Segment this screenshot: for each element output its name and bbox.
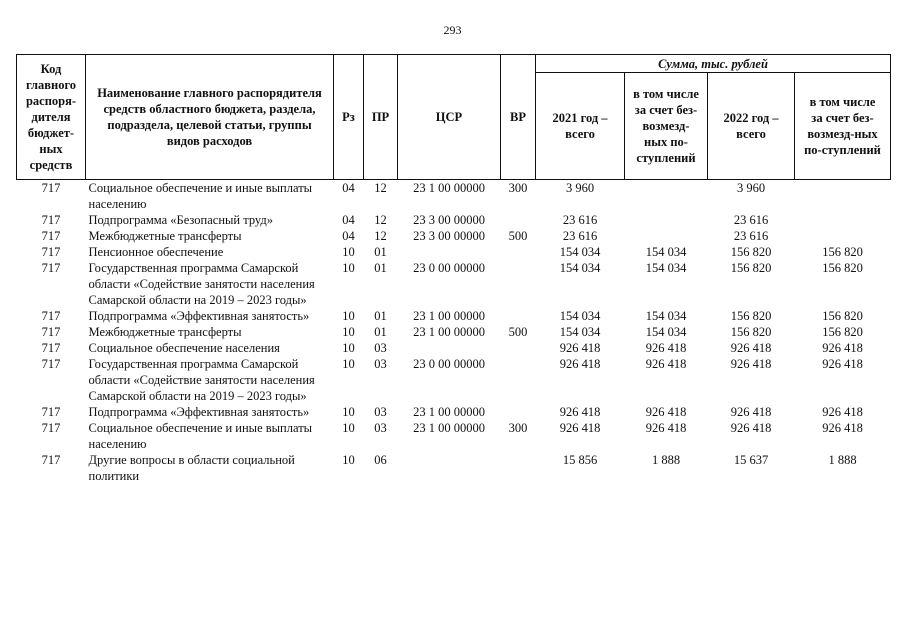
cell-csr: 23 1 00 00000 <box>413 309 485 323</box>
cell-2021-free: 926 418 <box>645 421 687 435</box>
cell-csr: 23 3 00 00000 <box>413 229 485 243</box>
cell-2021-free: 154 034 <box>645 325 687 339</box>
cell-rz: 10 <box>342 325 355 339</box>
cell-rz: 10 <box>342 245 355 259</box>
cell-vr <box>501 260 536 308</box>
cell-vr <box>501 404 536 420</box>
cell-2021-total: 926 418 <box>559 341 601 355</box>
table-row <box>17 228 891 244</box>
cell-2021-free <box>625 228 708 244</box>
cell-2022-free <box>795 180 891 213</box>
cell-code: 717 <box>41 309 61 323</box>
cell-2022-total: 926 418 <box>730 405 772 419</box>
cell-rz: 04 <box>342 229 355 243</box>
cell-csr: 23 0 00 00000 <box>413 261 485 275</box>
cell-code: 717 <box>41 181 61 195</box>
cell-2022-total: 926 418 <box>730 341 772 355</box>
cell-2021-free <box>625 180 708 213</box>
cell-rz: 10 <box>342 357 355 371</box>
cell-rz: 10 <box>342 309 355 323</box>
cell-csr: 23 0 00 00000 <box>413 357 485 371</box>
header-code: Код главного распоря-дителя бюджет-ных средств <box>17 55 86 180</box>
cell-code: 717 <box>41 325 61 339</box>
cell-code: 717 <box>41 261 61 275</box>
cell-pr: 03 <box>374 341 387 355</box>
cell-2022-free: 156 820 <box>822 309 863 323</box>
cell-code: 717 <box>41 453 61 467</box>
cell-rz: 04 <box>342 181 355 195</box>
table-row <box>17 340 891 356</box>
table-row <box>17 324 891 340</box>
table-row <box>17 180 891 213</box>
cell-pr: 12 <box>374 213 387 227</box>
cell-name: Другие вопросы в области социальной политики <box>88 453 295 483</box>
cell-2022-total: 15 637 <box>733 453 769 467</box>
cell-vr <box>501 356 536 404</box>
cell-vr: 500 <box>508 229 528 243</box>
table-row <box>17 356 891 404</box>
cell-2022-total: 156 820 <box>730 261 772 275</box>
cell-rz: 04 <box>342 213 355 227</box>
cell-2022-total: 156 820 <box>730 325 772 339</box>
header-rz: Рз <box>334 55 364 180</box>
table-row <box>17 404 891 420</box>
cell-2021-free <box>625 212 708 228</box>
cell-2021-total: 154 034 <box>559 325 601 339</box>
cell-2021-free: 154 034 <box>645 245 687 259</box>
cell-name: Подпрограмма «Эффективная занятость» <box>88 309 310 323</box>
cell-2021-total: 154 034 <box>559 261 601 275</box>
header-2021-total: 2021 год – всего <box>536 73 625 180</box>
cell-2022-total: 156 820 <box>730 245 772 259</box>
cell-2021-total: 15 856 <box>562 453 598 467</box>
cell-2021-total: 926 418 <box>559 421 601 435</box>
header-2022-free: в том числе за счет без-возмезд-ных по-ступлений <box>795 73 891 180</box>
cell-vr: 300 <box>508 181 528 195</box>
cell-pr: 01 <box>374 261 387 275</box>
cell-pr: 03 <box>374 357 387 371</box>
table-row <box>17 260 891 308</box>
cell-2021-total: 926 418 <box>559 357 601 371</box>
cell-name: Подпрограмма «Эффективная занятость» <box>88 405 310 419</box>
cell-2021-free: 154 034 <box>645 261 687 275</box>
table-row <box>17 420 891 452</box>
header-csr: ЦСР <box>398 55 501 180</box>
cell-rz: 10 <box>342 405 355 419</box>
table-row <box>17 212 891 228</box>
cell-csr: 23 1 00 00000 <box>413 421 485 435</box>
table-row <box>17 452 891 484</box>
cell-vr <box>501 340 536 356</box>
cell-2022-free <box>795 212 891 228</box>
cell-2021-free: 154 034 <box>645 309 687 323</box>
cell-2022-free: 926 418 <box>822 341 863 355</box>
cell-csr <box>398 452 501 484</box>
cell-2022-free: 156 820 <box>822 245 863 259</box>
header-sum-group: Сумма, тыс. рублей <box>536 55 891 73</box>
cell-name: Социальное обеспечение и иные выплаты населению <box>88 421 313 451</box>
cell-vr <box>501 244 536 260</box>
header-pr: ПР <box>364 55 398 180</box>
cell-2021-total: 154 034 <box>559 245 601 259</box>
cell-csr <box>398 244 501 260</box>
cell-2021-free: 926 418 <box>645 341 687 355</box>
cell-2021-total: 23 616 <box>562 213 598 227</box>
cell-name: Социальное обеспечение населения <box>88 341 280 355</box>
cell-2021-total: 926 418 <box>559 405 601 419</box>
cell-name: Пенсионное обеспечение <box>88 245 224 259</box>
cell-name: Межбюджетные трансферты <box>88 229 242 243</box>
cell-2021-total: 3 960 <box>565 181 595 195</box>
cell-2021-free: 926 418 <box>645 357 687 371</box>
cell-pr: 03 <box>374 405 387 419</box>
cell-csr <box>398 340 501 356</box>
cell-vr <box>501 452 536 484</box>
cell-2022-free: 156 820 <box>822 325 863 339</box>
cell-csr: 23 1 00 00000 <box>413 325 485 339</box>
cell-name: Государственная программа Самарской области «Содействие занятости населения Самарской области на 2019 – 2023 годы» <box>88 261 315 307</box>
cell-2022-free: 926 418 <box>822 421 863 435</box>
cell-pr: 01 <box>374 245 387 259</box>
cell-rz: 10 <box>342 421 355 435</box>
cell-name: Подпрограмма «Безопасный труд» <box>88 213 274 227</box>
cell-2021-total: 154 034 <box>559 309 601 323</box>
cell-pr: 03 <box>374 421 387 435</box>
cell-vr: 500 <box>508 325 528 339</box>
cell-2022-free: 1 888 <box>828 453 857 467</box>
cell-pr: 01 <box>374 325 387 339</box>
cell-pr: 12 <box>374 229 387 243</box>
cell-2021-total: 23 616 <box>562 229 598 243</box>
cell-code: 717 <box>41 421 61 435</box>
header-name: Наименование главного распорядителя средств областного бюджета, раздела, подраздела, целевой статьи, группы видов расходов <box>86 55 334 180</box>
cell-2022-total: 3 960 <box>736 181 766 195</box>
cell-csr: 23 1 00 00000 <box>413 181 485 195</box>
cell-vr <box>501 308 536 324</box>
cell-pr: 12 <box>374 181 387 195</box>
cell-2022-total: 23 616 <box>733 213 769 227</box>
cell-vr: 300 <box>508 421 528 435</box>
cell-rz: 10 <box>342 341 355 355</box>
cell-code: 717 <box>41 229 61 243</box>
cell-name: Государственная программа Самарской области «Содействие занятости населения Самарской области на 2019 – 2023 годы» <box>88 357 315 403</box>
header-2022-total: 2022 год – всего <box>708 73 795 180</box>
cell-2022-free: 926 418 <box>822 405 863 419</box>
cell-vr <box>501 212 536 228</box>
cell-code: 717 <box>41 213 61 227</box>
cell-2021-free: 926 418 <box>645 405 687 419</box>
cell-2022-free: 156 820 <box>822 261 863 275</box>
cell-2022-total: 156 820 <box>730 309 772 323</box>
cell-2021-free: 1 888 <box>651 453 681 467</box>
cell-2022-free: 926 418 <box>822 357 863 371</box>
cell-code: 717 <box>41 341 61 355</box>
cell-code: 717 <box>41 245 61 259</box>
cell-rz: 10 <box>342 453 355 467</box>
cell-code: 717 <box>41 405 61 419</box>
cell-2022-total: 926 418 <box>730 357 772 371</box>
budget-body <box>17 180 891 485</box>
cell-2022-total: 23 616 <box>733 229 769 243</box>
cell-2022-free <box>795 228 891 244</box>
header-vr: ВР <box>501 55 536 180</box>
cell-name: Межбюджетные трансферты <box>88 325 242 339</box>
header-2021-free: в том числе за счет без-возмезд-ных по-ступлений <box>625 73 708 180</box>
page-number: 293 <box>443 23 462 37</box>
cell-pr: 01 <box>374 309 387 323</box>
cell-csr: 23 3 00 00000 <box>413 213 485 227</box>
header-row-1 <box>17 55 891 73</box>
budget-table <box>16 54 891 484</box>
cell-2022-total: 926 418 <box>730 421 772 435</box>
table-row <box>17 244 891 260</box>
cell-rz: 10 <box>342 261 355 275</box>
cell-code: 717 <box>41 357 61 371</box>
cell-csr: 23 1 00 00000 <box>413 405 485 419</box>
table-row <box>17 308 891 324</box>
cell-name: Социальное обеспечение и иные выплаты населению <box>88 181 313 211</box>
cell-pr: 06 <box>374 453 387 467</box>
